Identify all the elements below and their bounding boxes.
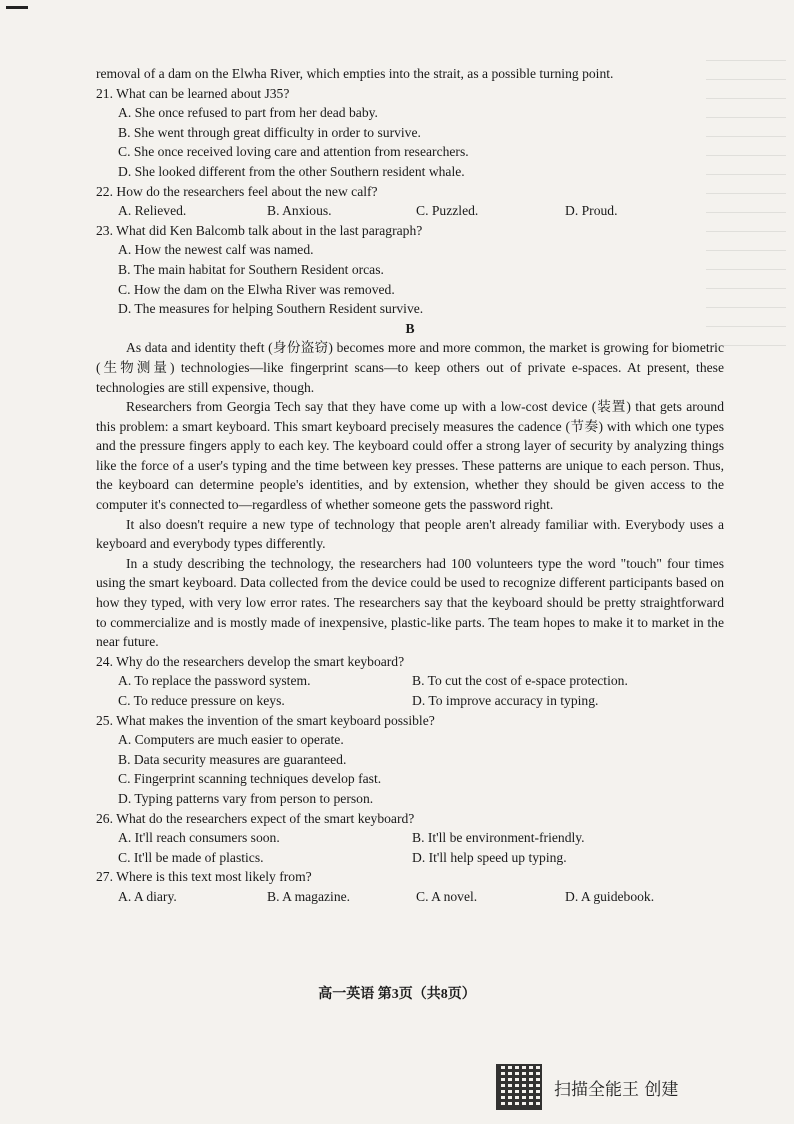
option: B. The main habitat for Southern Resident orcas. <box>118 261 384 277</box>
option: B. Anxious. <box>267 203 332 219</box>
question-stem: 22. How do the researchers feel about the new calf? <box>96 183 378 199</box>
option: A. How the newest calf was named. <box>118 242 314 258</box>
scanner-watermark <box>496 1064 678 1110</box>
option: A. To replace the password system. <box>118 673 311 689</box>
option: A. It'll reach consumers soon. <box>118 830 280 846</box>
section-heading: B <box>405 320 415 336</box>
option: B. Data security measures are guaranteed. <box>118 751 347 767</box>
option: A. Relieved. <box>118 203 187 219</box>
option: D. Typing patterns vary from person to person. <box>118 790 374 806</box>
intro-line: removal of a dam on the Elwha River, which empties into the strait, as a possible turning point. <box>96 66 614 81</box>
options-row <box>118 691 724 711</box>
qr-code-icon <box>496 1064 542 1110</box>
question-27 <box>96 867 724 906</box>
option: B. It'll be environment-friendly. <box>412 830 585 846</box>
page-footer: 高一英语 第3页（共8页） <box>318 987 476 1002</box>
option: B. To cut the cost of e-space protection. <box>412 673 628 689</box>
options-row <box>118 671 724 691</box>
page-content <box>96 64 724 907</box>
option: C. A novel. <box>416 888 478 904</box>
question-24 <box>96 652 724 711</box>
question-25 <box>96 711 724 809</box>
option: A. She once refused to part from her dead baby. <box>118 105 378 121</box>
passage-paragraph: It also doesn't require a new type of technology that people aren't already familiar with. Everybody uses a keyboard and everybody types differently. <box>96 516 724 552</box>
option: D. It'll help speed up typing. <box>412 849 567 865</box>
passage-paragraph: Researchers from Georgia Tech say that they have come up with a low-cost device (装置) that gets around this problem: a smart keyboard. This smart keyboard precisely measures the cadence (节奏) with which one types and the pressure fingers apply to each key. The keyboard could offer a strong layer of security by analyzing things like the force of a user's typing and the time between key presses. These patterns are unique to each person. Thus, the keyboard can determine people's identities, and by extension, whether they should be given access to the computer it's connected to—regardless of whether someone gets the password right. <box>96 399 724 513</box>
option: B. She went through great difficulty in order to survive. <box>118 124 421 140</box>
option: C. How the dam on the Elwha River was removed. <box>118 281 395 297</box>
option: D. She looked different from the other Southern resident whale. <box>118 163 465 179</box>
question-stem: 21. What can be learned about J35? <box>96 85 290 101</box>
question-stem: 23. What did Ken Balcomb talk about in the last paragraph? <box>96 222 423 238</box>
options-row <box>118 848 724 868</box>
option: D. To improve accuracy in typing. <box>412 693 599 708</box>
options-row <box>118 887 724 907</box>
question-stem: 27. Where is this text most likely from? <box>96 869 312 885</box>
option: C. Fingerprint scanning techniques develop fast. <box>118 771 382 787</box>
option: C. To reduce pressure on keys. <box>118 693 285 708</box>
options-row <box>118 828 724 848</box>
options-row <box>118 201 724 221</box>
question-stem: 25. What makes the invention of the smart keyboard possible? <box>96 712 435 728</box>
question-23 <box>96 221 724 319</box>
scanner-label: 扫描全能王 创建 <box>554 1079 679 1100</box>
corner-mark <box>6 0 28 9</box>
option: A. Computers are much easier to operate. <box>118 732 344 748</box>
option: D. A guidebook. <box>565 888 655 904</box>
option: D. Proud. <box>565 203 618 219</box>
option: C. It'll be made of plastics. <box>118 849 264 865</box>
question-stem: 24. Why do the researchers develop the smart keyboard? <box>96 653 405 669</box>
option: C. Puzzled. <box>416 203 479 219</box>
option: A. A diary. <box>118 888 177 904</box>
passage-paragraph: As data and identity theft (身份盗窃) becomes more and more common, the market is growing for biometric (生物测量) technologies—like fingerprint scans—to keep others out of private e-spaces. At present, these technologies are still expensive, though. <box>96 340 724 395</box>
option: C. She once received loving care and attention from researchers. <box>118 144 469 160</box>
option: D. The measures for helping Southern Resident survive. <box>118 301 424 317</box>
question-21 <box>96 84 724 182</box>
question-22 <box>96 182 724 221</box>
question-26 <box>96 809 724 868</box>
option: B. A magazine. <box>267 888 351 904</box>
question-stem: 26. What do the researchers expect of the smart keyboard? <box>96 810 415 826</box>
passage-paragraph: In a study describing the technology, the researchers had 100 volunteers type the word "touch" four times using the smart keyboard. Data collected from the device could be used to recognize different participants based on how they typed, with very low error rates. The researchers say that the keyboard should be pretty straightforward to commercialize and is mostly made of inexpensive, plastic-like parts. The team hopes to make it to market in the near future. <box>96 555 724 650</box>
